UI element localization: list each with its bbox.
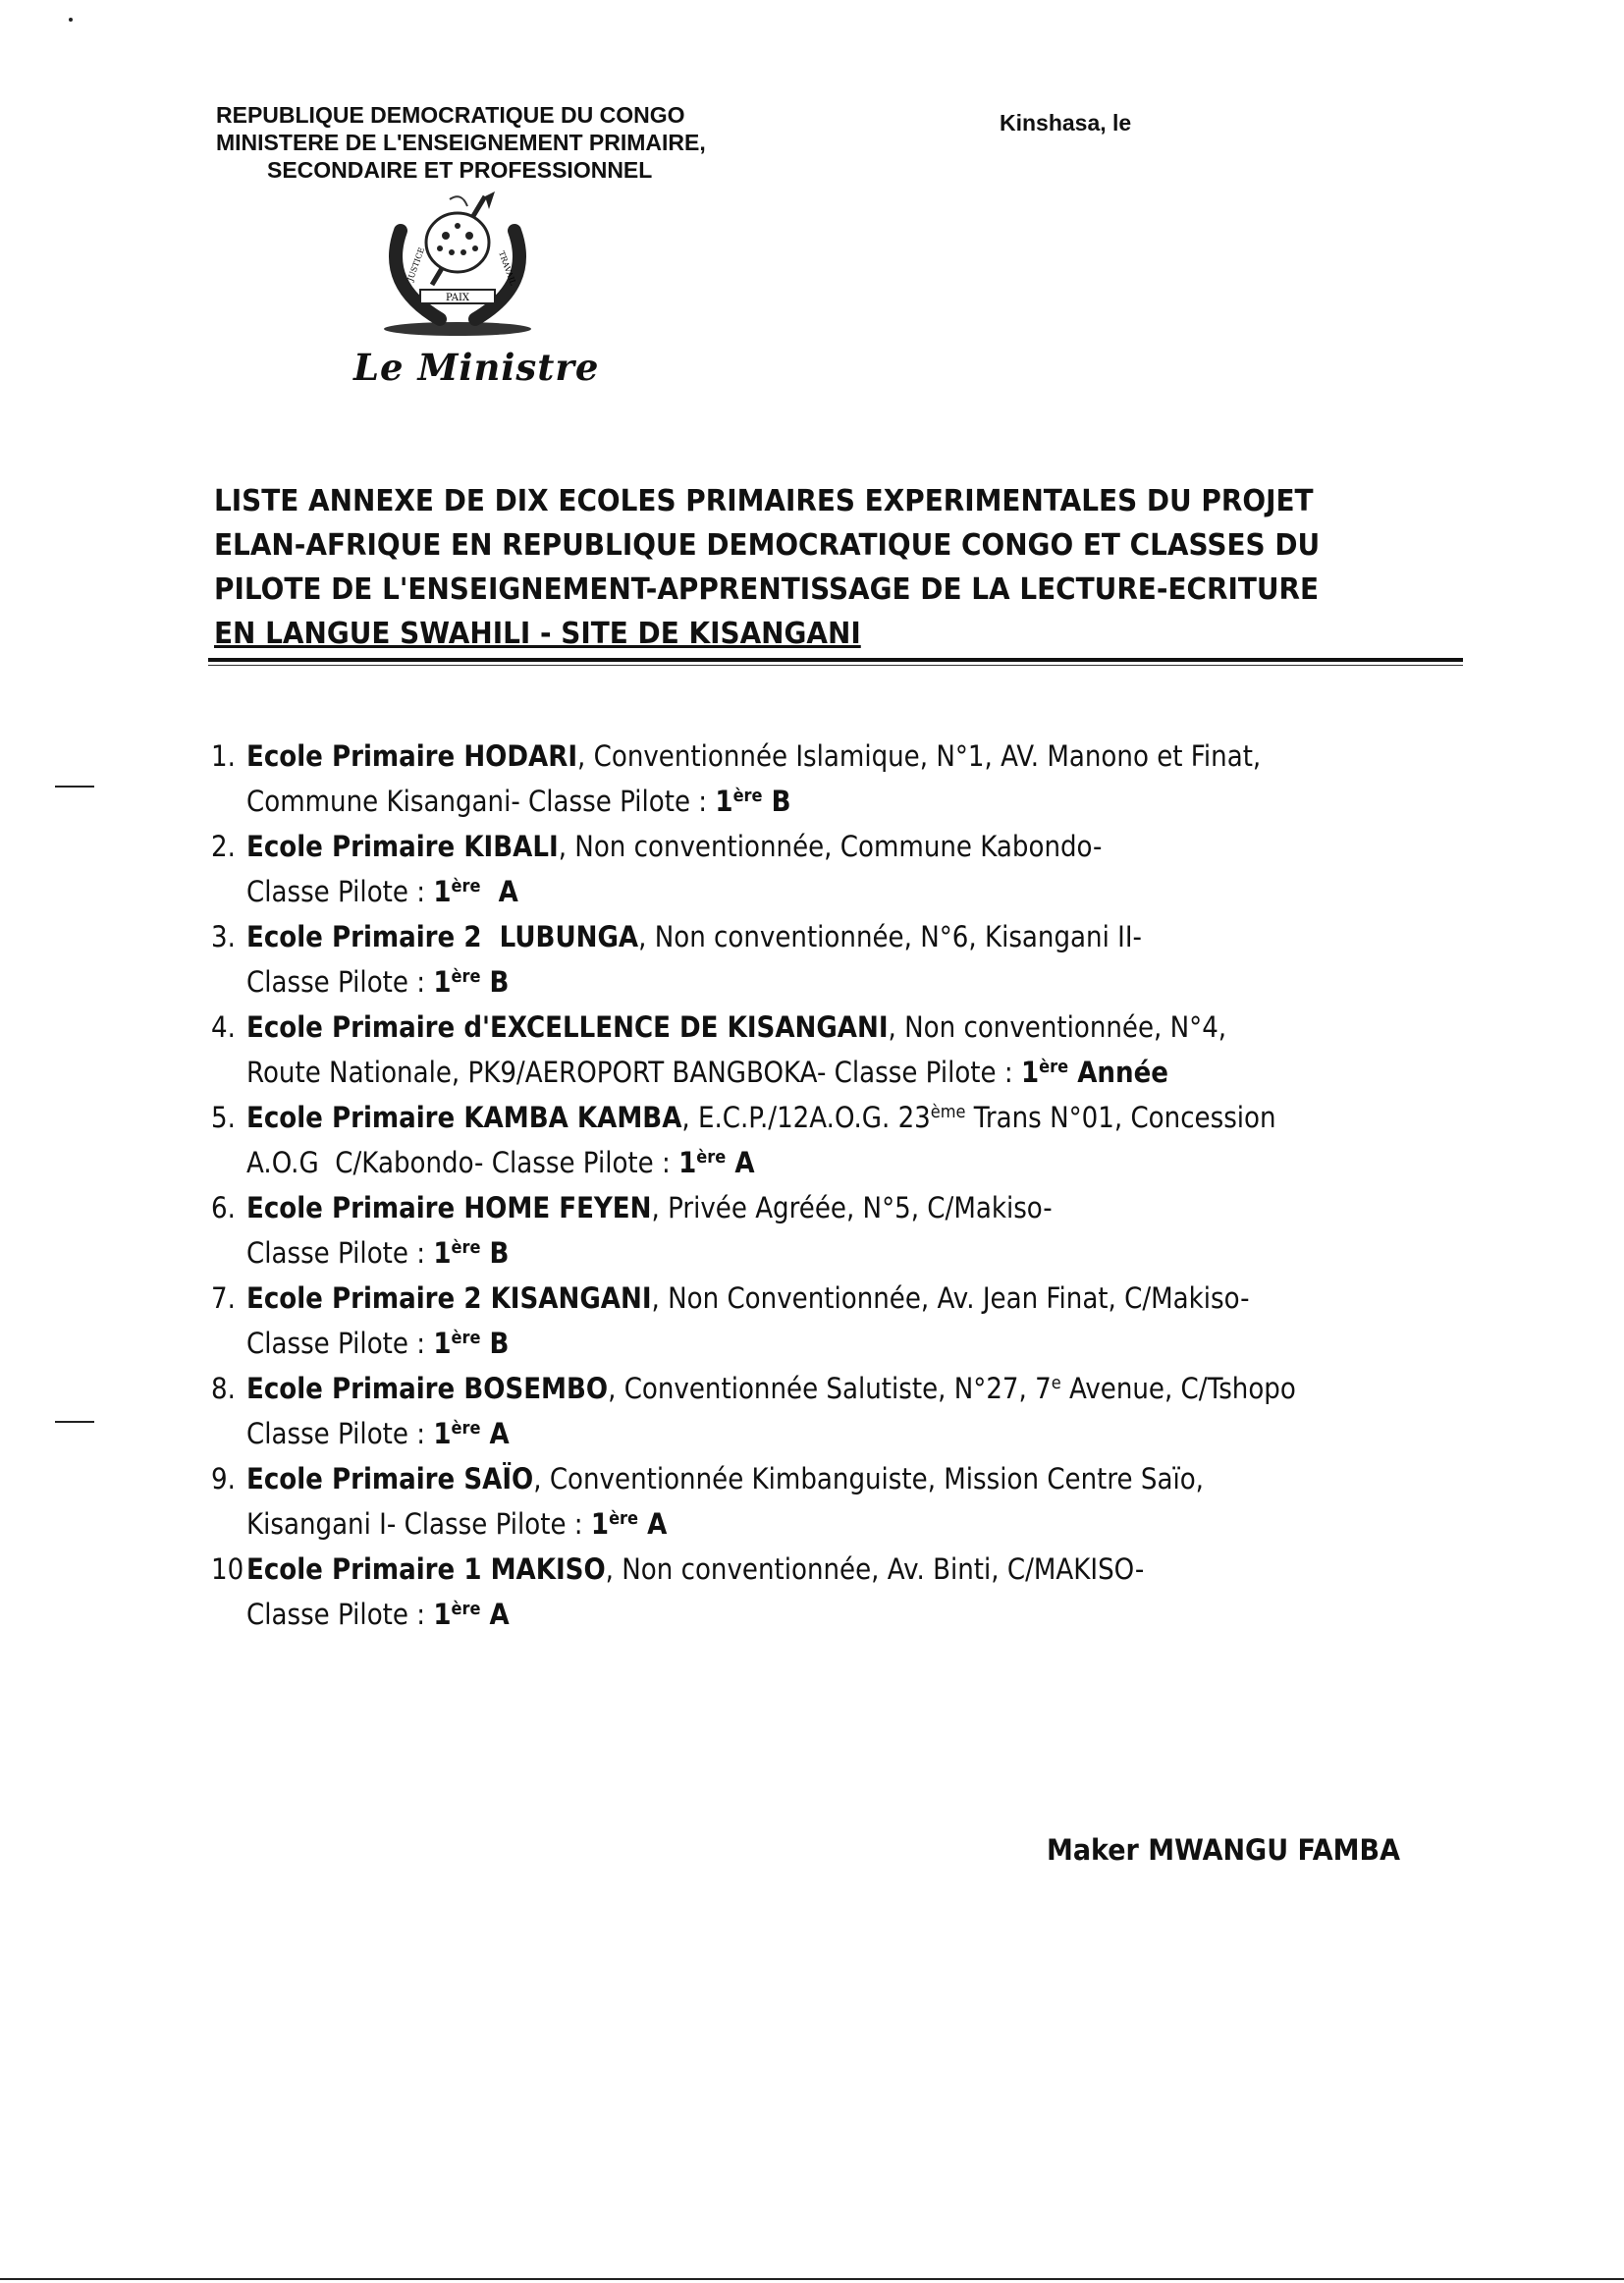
emblem-motto-travail: TRAVAIL [497,249,517,287]
grade-number: 1 [433,1327,452,1360]
pilot-class-label: Classe Pilote : [246,875,434,908]
scan-mark [0,2278,1624,2280]
pilot-class-label: Kisangani I- Classe Pilote : [246,1507,591,1541]
pilot-class-label: Classe Pilote : [246,1236,434,1270]
item-number: 4. [211,1010,236,1044]
grade-suffix: ère [451,876,481,897]
grade-suffix: ère [1039,1057,1069,1077]
grade-suffix: ère [451,1599,481,1619]
item-number: 2. [211,830,236,863]
school-name: Ecole Primaire 1 MAKISO [246,1552,606,1586]
title-rule-thin [208,665,1463,666]
class-letter: A [480,875,518,908]
grade-suffix: ère [451,966,481,987]
grade-suffix: ère [696,1147,727,1168]
school-list [211,734,1488,1637]
pilot-class-label: Classe Pilote : [246,1417,434,1450]
emblem-motto-paix: PAIX [445,293,470,303]
pilot-class-label: Classe Pilote : [246,1598,434,1631]
school-name: Ecole Primaire KAMBA KAMBA [246,1101,682,1134]
class-letter: A [726,1146,755,1179]
item-number: 3. [211,920,236,953]
pilot-class-label: A.O.G C/Kabondo- Classe Pilote : [246,1146,679,1179]
scan-dot [69,18,73,22]
grade-number: 1 [678,1146,697,1179]
grade-suffix: ère [609,1508,639,1529]
school-details: , Non Conventionnée, Av. Jean Finat, C/Makiso- [651,1281,1250,1315]
minister-title: Le Ministre [353,346,600,389]
school-details: , E.C.P./12A.O.G. 23 [681,1101,931,1134]
school-details: , Conventionnée Kimbanguiste, Mission Centre Saïo, [533,1462,1204,1495]
item-number: 1. [211,739,236,773]
grade-suffix: ère [451,1328,481,1348]
grade-suffix: ère [451,1237,481,1258]
class-letter: B [762,785,791,818]
class-letter: A [480,1598,510,1631]
scan-mark [55,786,94,788]
item-number: 10 [211,1552,244,1586]
school-name: Ecole Primaire 2 LUBUNGA [246,920,639,953]
class-letter: Année [1068,1056,1168,1089]
list-item [211,914,1360,1005]
school-details: , Non conventionnée, N°6, Kisangani II- [638,920,1142,953]
list-item [211,1276,1360,1366]
school-details: , Non conventionnée, Commune Kabondo- [558,830,1103,863]
ordinal-suffix: e [1051,1373,1061,1393]
scan-mark [55,1421,94,1423]
grade-number: 1 [433,1417,452,1450]
header-line-3: SECONDAIRE ET PROFESSIONNEL [267,157,653,183]
school-name: Ecole Primaire d'EXCELLENCE DE KISANGANI [246,1010,889,1044]
list-item [211,1095,1360,1185]
grade-suffix: ère [732,786,763,806]
school-details: , Privée Agréée, N°5, C/Makiso- [651,1191,1053,1224]
pilot-class-label: Commune Kisangani- Classe Pilote : [246,785,716,818]
item-number: 9. [211,1462,236,1495]
school-details: , Conventionnée Salutiste, N°27, 7 [608,1372,1052,1405]
title-line-1: LISTE ANNEXE DE DIX ECOLES PRIMAIRES EXPERIMENTALES DU PROJET [214,484,1314,518]
list-item [211,734,1360,824]
school-name: Ecole Primaire SAÏO [246,1462,534,1495]
document-title [214,479,1382,656]
class-letter: A [638,1507,668,1541]
list-item [211,1547,1360,1637]
list-item [211,824,1360,914]
list-item [211,1005,1360,1095]
list-item [211,1185,1360,1276]
school-name: Ecole Primaire KIBALI [246,830,559,863]
place-date: Kinshasa, le [1000,110,1132,136]
school-name: Ecole Primaire 2 KISANGANI [246,1281,652,1315]
class-letter: B [480,1236,510,1270]
header-line-2: MINISTERE DE L'ENSEIGNEMENT PRIMAIRE, [216,130,706,155]
grade-number: 1 [1020,1056,1040,1089]
class-letter: B [480,1327,510,1360]
grade-number: 1 [433,1236,452,1270]
school-details: , Non conventionnée, Av. Binti, C/MAKISO- [605,1552,1145,1586]
item-number: 8. [211,1372,236,1405]
school-details: , Non conventionnée, N°4, [888,1010,1227,1044]
school-name: Ecole Primaire HODARI [246,739,578,773]
pilot-class-label: Route Nationale, PK9/AEROPORT BANGBOKA- Classe Pilote : [246,1056,1021,1089]
list-item [211,1366,1360,1456]
class-letter: B [480,965,510,999]
title-line-4: EN LANGUE SWAHILI - SITE DE KISANGANI [214,617,861,651]
school-name: Ecole Primaire BOSEMBO [246,1372,609,1405]
grade-number: 1 [590,1507,610,1541]
grade-number: 1 [433,1598,452,1631]
title-line-3: PILOTE DE L'ENSEIGNEMENT-APPRENTISSAGE DE LA LECTURE-ECRITURE [214,572,1320,607]
school-details: , Conventionnée Islamique, N°1, AV. Manono et Finat, [577,739,1262,773]
title-rule [208,658,1463,662]
item-number: 7. [211,1281,236,1315]
coat-of-arms-icon [361,191,554,339]
item-number: 5. [211,1101,236,1134]
school-details-cont: Trans N°01, Concession [965,1101,1276,1134]
school-name: Ecole Primaire HOME FEYEN [246,1191,652,1224]
grade-suffix: ère [451,1418,481,1439]
header-line-1: REPUBLIQUE DEMOCRATIQUE DU CONGO [216,102,685,128]
grade-number: 1 [715,785,733,818]
ordinal-suffix: ème [930,1102,966,1122]
emblem-motto-justice: JUSTICE [406,245,427,283]
grade-number: 1 [433,875,452,908]
item-number: 6. [211,1191,236,1224]
title-line-2: ELAN-AFRIQUE EN REPUBLIQUE DEMOCRATIQUE CONGO ET CLASSES DU [214,528,1321,563]
ministry-header [196,101,785,184]
class-letter: A [480,1417,510,1450]
pilot-class-label: Classe Pilote : [246,1327,434,1360]
pilot-class-label: Classe Pilote : [246,965,434,999]
grade-number: 1 [433,965,452,999]
signatory-name: Maker MWANGU FAMBA [1047,1833,1400,1867]
list-item [211,1456,1360,1547]
school-details-cont: Avenue, C/Tshopo [1060,1372,1296,1405]
